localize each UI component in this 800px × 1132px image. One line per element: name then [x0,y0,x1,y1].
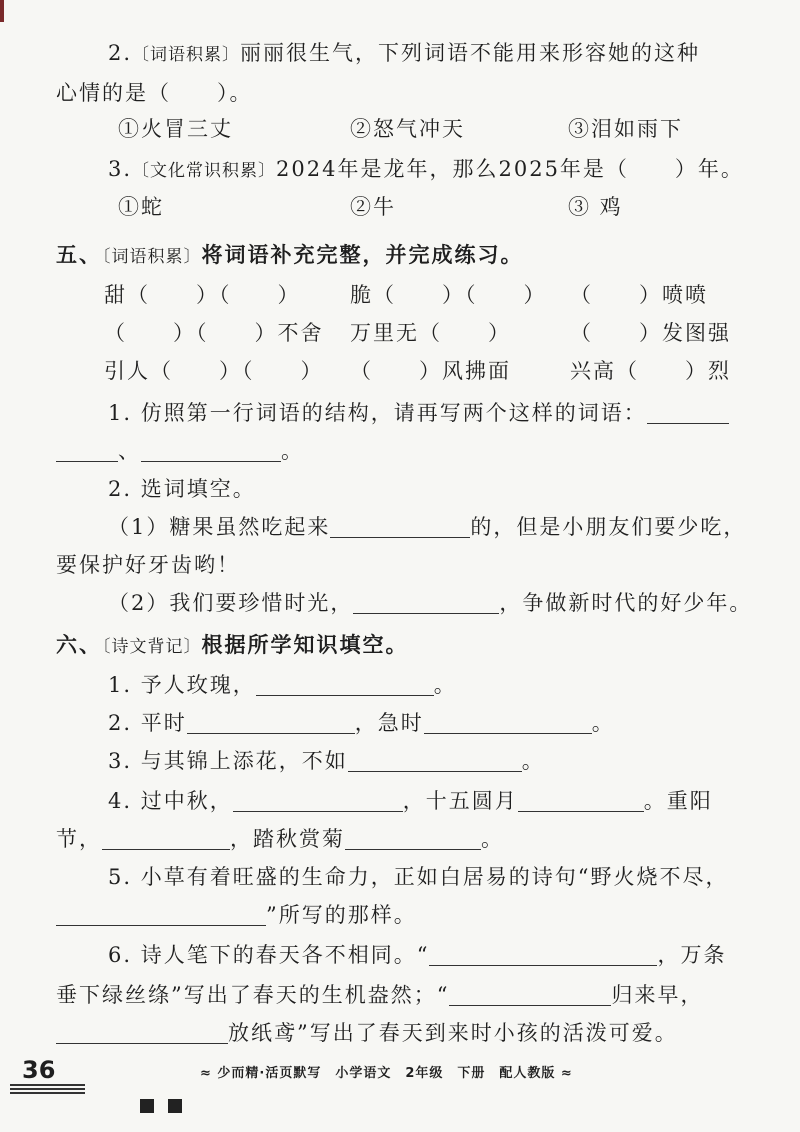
q6-heading: 六、〔诗文背记〕根据所学知识填空。 [56,633,409,657]
q6-item5-cont: ”所写的那样。 [56,900,417,930]
q6-item4: 4. 过中秋， ，十五圆月 。重阳 [108,789,713,813]
page-number-underline [10,1084,85,1096]
answer-blank[interactable] [56,439,118,462]
category-tag: 〔文化常识积累〕 [132,161,277,181]
page-footer [0,1050,800,1090]
print-marks [140,1098,196,1117]
q5-word-3-3: 兴高（ ）烈 [570,359,731,383]
q5-word-2-2: 万里无（ ） [350,321,511,345]
q6-item4-cont: 节， ，踏秋赏菊 。 [56,827,504,851]
page-number: 36 [22,1056,56,1084]
answer-blank[interactable] [56,1021,228,1044]
q5-heading: 五、〔词语积累〕将词语补充完整，并完成练习。 [56,243,524,267]
answer-blank[interactable] [102,827,230,850]
q5-sub2-1: （1）糖果虽然吃起来 的，但是小朋友们要少吃， [108,515,747,539]
answer-blank[interactable] [348,749,522,772]
answer-blank[interactable] [518,789,644,812]
q6-item6-cont1: 垂下绿丝绦”写出了春天的生机盎然；“ 归来早， [56,983,704,1007]
page-edge-mark [0,0,4,22]
q4-item3-option-3: ③ 鸡 [568,195,623,219]
q4-item2-option-3: ③泪如雨下 [568,117,683,141]
q5-word-3-1: 引人（ ）（ ） [104,359,324,383]
category-tag: 〔词语积累〕 [132,45,241,65]
q5-sub1: 1. 仿照第一行词语的结构，请再写两个这样的词语： [108,398,729,428]
q6-item5: 5. 小草有着旺盛的生命力，正如白居易的诗句“野火烧不尽， [108,865,729,889]
q5-sub1-cont: 、 。 [56,436,304,466]
category-tag: 〔诗文背记〕 [102,637,202,657]
answer-blank[interactable] [141,439,281,462]
q4-item2-option-1: ①火冒三丈 [118,117,233,141]
answer-blank[interactable] [647,401,729,424]
q6-item3: 3. 与其锦上添花，不如 。 [108,749,545,773]
q4-item2-option-2: ②怒气冲天 [350,117,465,141]
answer-blank[interactable] [429,943,657,966]
q4-item2-line2: 心情的是（ ）。 [56,81,253,105]
q4-item3-option-1: ①蛇 [118,195,164,219]
q6-item6-cont2: 放纸鸢”写出了春天到来时小孩的活泼可爱。 [56,1018,678,1048]
q5-word-2-1: （ ）（ ）不舍 [104,321,324,345]
q4-item2-line1: 2.〔词语积累〕丽丽很生气，下列词语不能用来形容她的这种 [108,41,701,65]
category-tag: 〔词语积累〕 [102,247,202,267]
q5-word-2-3: （ ）发图强 [570,321,731,345]
answer-blank[interactable] [353,591,499,614]
answer-blank[interactable] [233,789,403,812]
q5-sub2-title: 2. 选词填空。 [108,477,256,501]
q6-item1: 1. 予人玫瑰， 。 [108,673,457,697]
q5-word-1-3: （ ）喷喷 [570,283,708,307]
q6-item2: 2. 平时 ，急时 。 [108,711,615,735]
q5-sub2-2: （2）我们要珍惜时光， ，争做新时代的好少年。 [108,591,753,615]
answer-blank[interactable] [424,711,592,734]
q4-item3-line1: 3.〔文化常识积累〕2024年是龙年，那么2025年是（ ）年。 [108,157,744,181]
q5-word-3-2: （ ）风拂面 [350,359,511,383]
answer-blank[interactable] [345,827,481,850]
q5-word-1-1: 甜（ ）（ ） [104,283,301,307]
answer-blank[interactable] [187,711,355,734]
footer-text: ≈ 少而精·活页默写 小学语文 2年级 下册 配人教版 ≈ [200,1066,573,1081]
q4-item3-option-2: ②牛 [350,195,396,219]
q6-item6: 6. 诗人笔下的春天各不相同。“ ，万条 [108,943,727,967]
answer-blank[interactable] [56,903,266,926]
q5-sub2-1-cont: 要保护好牙齿哟！ [56,553,240,577]
answer-blank[interactable] [449,983,611,1006]
answer-blank[interactable] [330,515,470,538]
q5-word-1-2: 脆（ ）（ ） [350,283,547,307]
answer-blank[interactable] [256,673,434,696]
